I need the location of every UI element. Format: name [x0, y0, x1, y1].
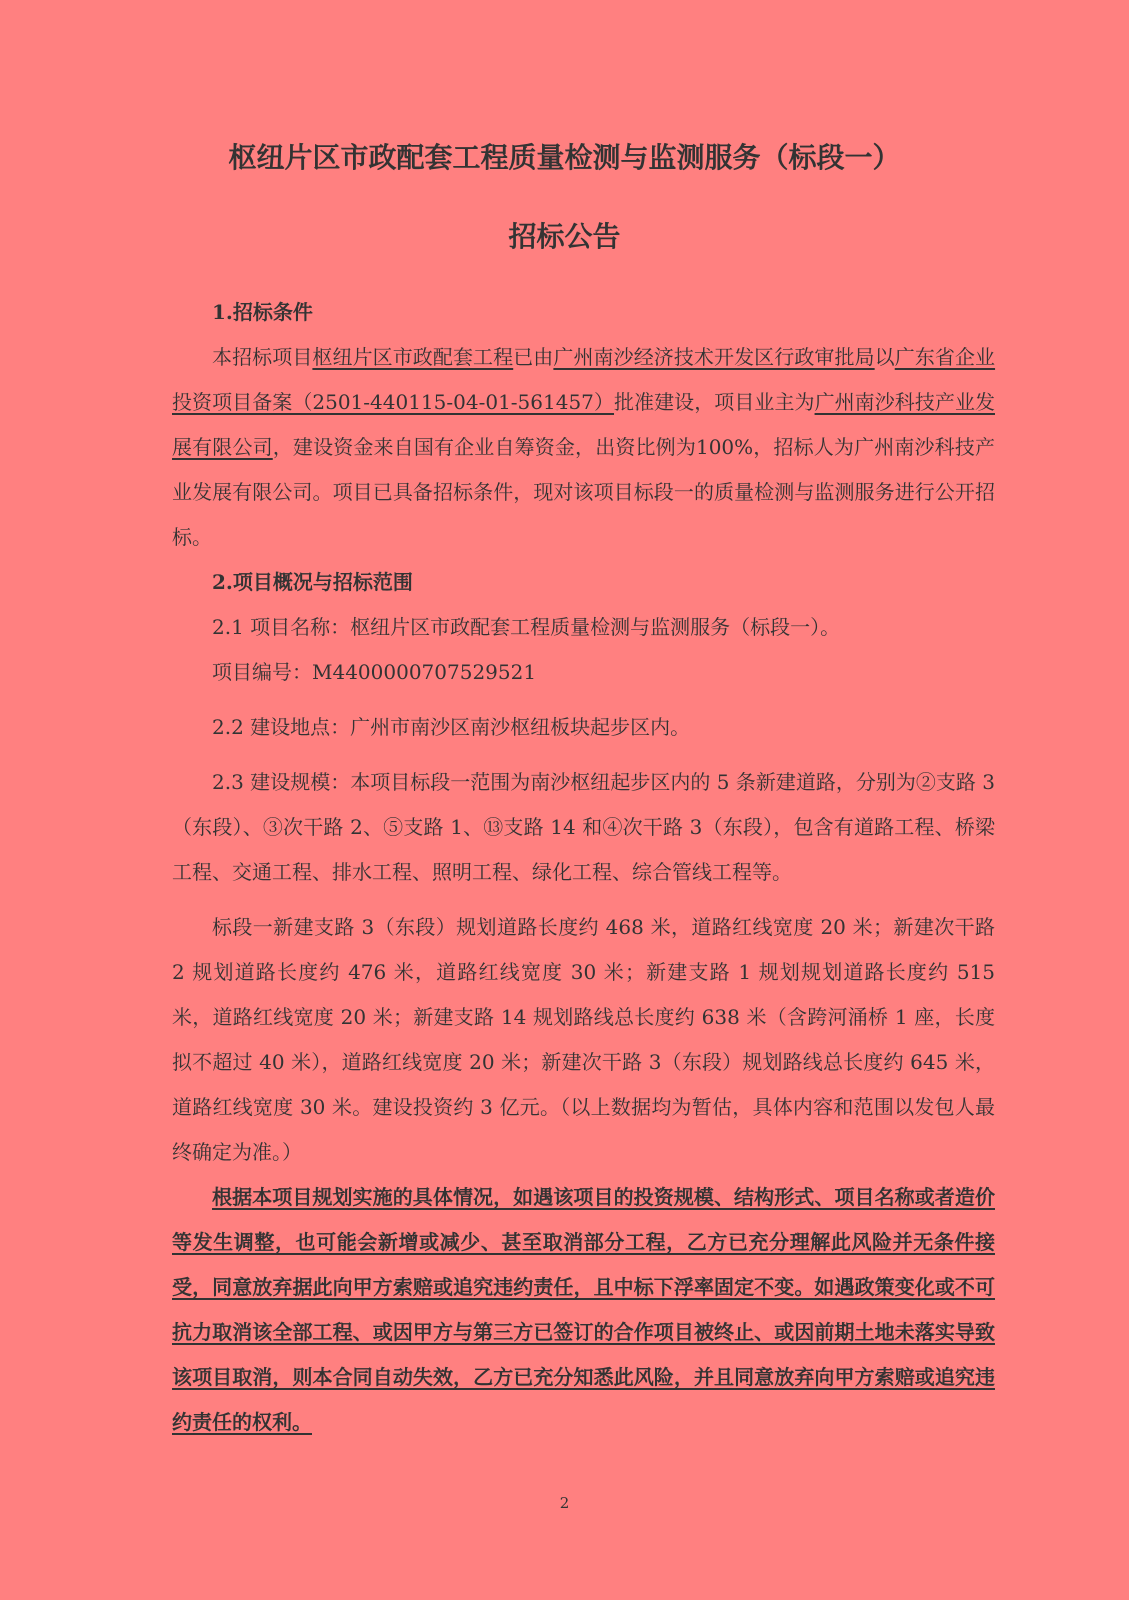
- project-code: 项目编号：M4400000707529521: [212, 660, 537, 684]
- project-name: 枢纽片区市政配套工程: [312, 345, 514, 369]
- document-subtitle: 招标公告: [508, 220, 621, 253]
- risk-notice: 根据本项目规划实施的具体情况，如遇该项目的投资规模、结构形式、项目名称或者造价等发生调整，也可能会新增或减少、甚至取消部分工程，乙方已充分理解此风险并无条件接受，同意放弃据此向甲方索赔或追究违约责任，且中标下浮率固定不变。如遇政策变化或不可抗力取消该全部工程、或因甲方与第三方已签订的合作项目被终止、或因前期土地未落实导致该项目取消，则本合同自动失效，乙方已充分知悉此风险，并且同意放弃向甲方索赔或追究违约责任的权利。: [172, 1185, 995, 1434]
- record-number: 广东省企业投资项目备案（2501-440115-04-01-561457）: [172, 345, 996, 414]
- section2-heading: 2.项目概况与招标范围: [212, 570, 413, 594]
- text-segment: 批准建设，项目业主为: [614, 390, 815, 414]
- document-title: 枢纽片区市政配套工程质量检测与监测服务（标段一）: [228, 141, 901, 174]
- text-segment: 以: [874, 345, 895, 369]
- page-number: 2: [559, 1494, 570, 1512]
- text-segment: 已由: [513, 345, 554, 369]
- item-2-2: 2.2 建设地点：广州市南沙区南沙枢纽板块起步区内。: [212, 715, 691, 739]
- text-segment: 本招标项目: [212, 345, 313, 369]
- text-segment: ，建设资金来自国有企业自筹资金，出资比例为100%，招标人为广州南沙科技产业发展有限公司。项目已具备招标条件，现对该项目标段一的质量检测与监测服务进行公开招标。: [172, 435, 995, 549]
- project-owner: 广州南沙科技产业发展有限公司: [172, 390, 995, 459]
- approval-authority: 广州南沙经济技术开发区行政审批局: [553, 345, 875, 369]
- item-2-1: 2.1 项目名称：枢纽片区市政配套工程质量检测与监测服务（标段一）。: [212, 615, 841, 639]
- scale-detail: 标段一新建支路 3（东段）规划道路长度约 468 米，道路红线宽度 20 米；新建次干路 2 规划道路长度约 476 米，道路红线宽度 30 米；新建支路 1 规划规划道路长度约 515 米，道路红线宽度 20 米；新建支路 14 规划路线总长度约 638 米（含跨河涌桥 1 座，长度拟不超过 40 米），道路红线宽度 20 米；新建次干路 3（东段）规划路线总长度约 645 米，道路红线宽度 30 米。建设投资约 3 亿元。（以上数据均为暂估，具体内容和范围以发包人最终确定为准。）: [172, 915, 995, 1164]
- section1-heading: 1.招标条件: [212, 300, 313, 324]
- document-body: [172, 290, 995, 1445]
- section1-paragraph: [172, 335, 995, 560]
- item-2-3: 2.3 建设规模：本项目标段一范围为南沙枢纽起步区内的 5 条新建道路，分别为②支路 3（东段）、③次干路 2、⑤支路 1、⑬支路 14 和④次干路 3（东段），包含有道路工程、桥梁工程、交通工程、排水工程、照明工程、绿化工程、综合管线工程等。: [172, 770, 995, 884]
